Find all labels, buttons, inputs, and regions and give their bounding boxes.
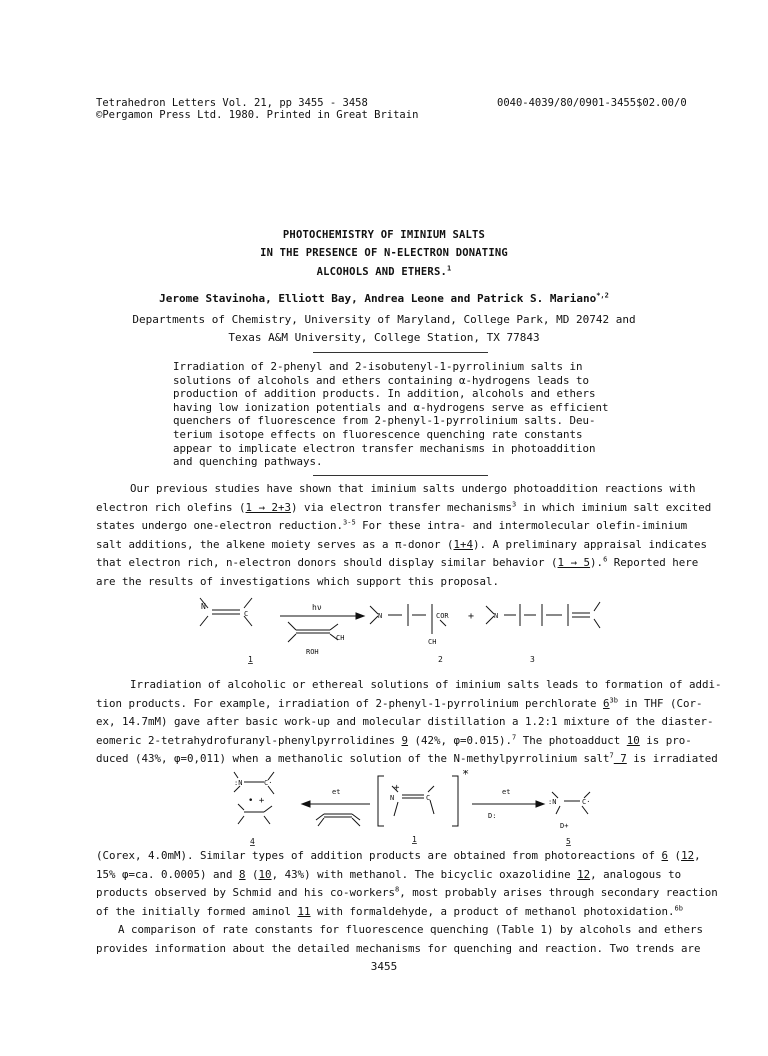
compound-label-1: 1 [248,655,253,664]
abstract-top-rule [313,352,488,353]
paragraph-2: Irradiation of alcoholic or ethereal solutions of iminium salts leads to formation of addi- tion products. For example, irradiation of 2-phenyl-1-pyrrolinium perchlorate $6^{3b}$ in THF (Cor- ex, 14.7mM) gave after basic work-up and molecular distillation a 1.2:1 mixture of the diaster- eomeric 2-tetrahydrofuranyl-phenylpyrrolidines 9 (42%, φ=0.015).$^7$ The photoadduct 10 is pro- duced (43%, φ=0,011) when a methanolic solution of the N-methylpyrrolinium salt$^7$ 7 is irradiated [96,678,722,766]
radical-cation-sign: • + [248,796,265,806]
abstract-line: appear to implicate electron transfer mechanisms in photoaddition [173,441,596,455]
page-number: 3455 [370,960,398,973]
reagent-hv: hν [312,603,322,612]
paragraph-3: (Corex, 4.0mM). Similar types of addition products are obtained from photoreactions of 6 (12, 15% φ=ca. 0.0005) and 8 (10, 43%) with methanol. The bicyclic oxazolidine 12, analogous to products observed by Schmid and his co-workers$^8$, most probably arises through secondary reaction of the initially formed aminol 11 with formaldehyde, a product of methanol photoxidation.$^{6b}$ A comparison of rate constants for fluorescence quenching (Table 1) by alcohols and ethers provides information about the detailed mechanisms for quenching and reaction. Two trends are [96,849,718,955]
et-left-label: et [332,788,341,796]
abstract-bottom-rule [313,475,488,476]
title-line-2: IN THE PRESENCE OF N-ELECTRON DONATING [260,247,508,259]
product2-n: N [378,612,383,620]
journal-citation: Tetrahedron Letters Vol. 21, pp 3455 - 3458 [96,97,368,109]
title-line-3: ALCOHOLS AND ETHERS.$^1$ [316,264,452,278]
compound-label-2: 2 [438,655,443,664]
product5-d-plus: D+ [560,822,569,830]
paragraph-1: Our previous studies have shown that iminium salts undergo photoaddition reactions with electron rich olefins (1 → 2+3) via electron transfer mechanisms$^3$ in which iminium salt excited states undergo one-electron reduction.$^{3-5}$ For these intra- and intermolecular olefin-iminium salt additions, the alkene moiety serves as a π-donor (1+4). A preliminary appraisal indicates that electron rich, n-electron donors should display similar behavior (1 → 5).$^6$ Reported here are the results of investigations which support this proposal. [96,482,712,588]
reagent-roh: ROH [306,648,319,656]
compound-label-4: 4 [250,837,255,846]
article-code: 0040-4039/80/0901-3455$02.00/0 [497,97,687,109]
title-line-1: PHOTOCHEMISTRY OF IMINIUM SALTS [282,229,486,241]
abstract-line: solutions of alcohols and ethers containing α-hydrogens leads to [173,373,590,387]
product2-ch: CH [428,638,437,646]
iminium-n-plus: N [201,602,206,611]
abstract-line: Irradiation of 2-phenyl and 2-isobutenyl-1-pyrrolinium salts in [173,360,583,373]
compound-label-1-star: 1 [412,835,417,844]
affiliation-line-2: Texas A&M University, College Station, TX 77843 [228,331,540,344]
iminium-c: C [244,610,249,618]
product5-c: C· [582,798,591,806]
donor-d-label: D: [488,812,497,820]
excited-star: * [462,770,470,781]
et-right-label: et [502,788,511,796]
scheme-1 [190,596,610,672]
radical-n: :N [234,779,243,787]
abstract-line: production of addition products. In addition, alcohols and ethers [173,387,596,401]
author-list: Jerome Stavinoha, Elliott Bay, Andrea Leone and Patrick S. Mariano$^{*,2}$ [159,291,609,305]
radical-c: C· [264,779,273,787]
product5-n: :N [548,798,557,806]
abstract-line: quenchers of fluorescence from 2-phenyl-1-pyrrolinium salts. Deu- [173,414,596,428]
abstract-line: and quenching pathways. [173,455,323,469]
abstract-line: terium isotope effects on fluorescence quenching rate constants [173,427,583,441]
abstract-line: having low ionization potentials and α-hydrogens serve as efficient [173,400,609,414]
product3-n: N [494,612,499,620]
affiliation-line-1: Departments of Chemistry, University of Maryland, College Park, MD 20742 and [132,313,636,326]
compound-label-3: 3 [530,655,535,664]
publisher-line: ©Pergamon Press Ltd. 1980. Printed in Great Britain [96,109,419,121]
bracket-c: C [426,794,431,802]
scheme1-plus: + [468,611,475,622]
product2-cor: COR [436,612,449,620]
compound-label-5: 5 [566,837,571,846]
bracket-n-plus: N [390,794,395,802]
scheme-2 [220,770,600,848]
bracket-plus: + [394,783,400,793]
abstract [173,360,609,469]
olefin-ch-label: CH [336,634,345,642]
